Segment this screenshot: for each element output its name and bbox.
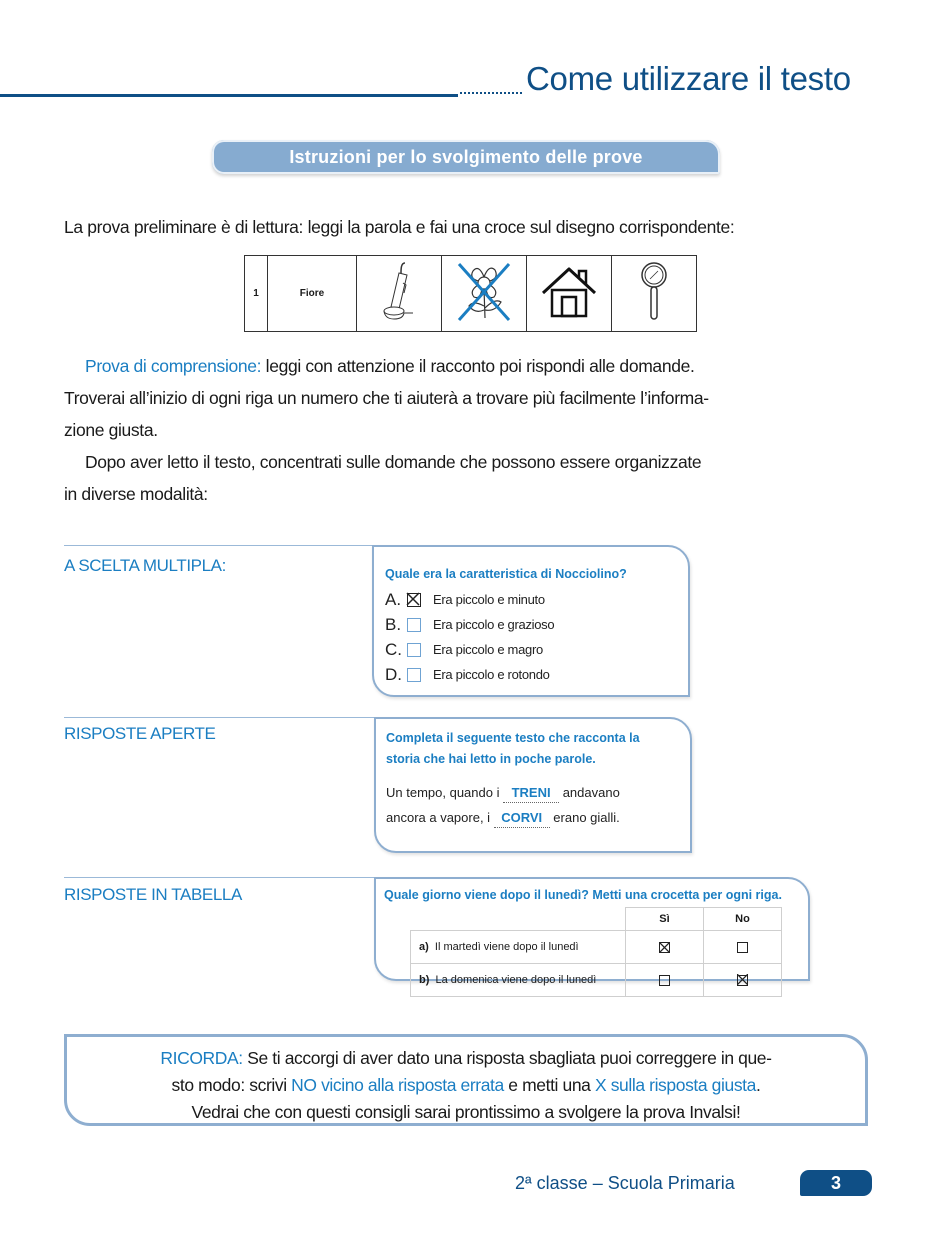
table-row: a) Il martedì viene dopo il lunedì xyxy=(411,931,782,964)
comprehension-lead: Prova di comprensione: xyxy=(85,356,262,376)
footer-text: 2ª classe – Scuola Primaria xyxy=(515,1173,735,1193)
section-divider xyxy=(64,877,374,878)
checkbox[interactable] xyxy=(659,975,670,986)
picture-cell-house[interactable] xyxy=(527,256,612,332)
word-picture-table xyxy=(244,255,697,332)
intro-text: La prova preliminare è di lettura: leggi la parola e fai una croce sul disegno corrispondente: xyxy=(64,217,735,237)
mc-option-a[interactable]: A. Era piccolo e minuto xyxy=(385,589,545,609)
flower-icon xyxy=(451,258,517,324)
answer-table xyxy=(410,907,782,997)
checkbox[interactable] xyxy=(407,618,421,632)
item-word: Fiore xyxy=(268,256,357,332)
column-header-no: No xyxy=(704,908,782,931)
open-answers-card xyxy=(374,717,692,853)
fill-in-text: Un tempo, quando i TRENI andavano ancora a vapore, i CORVI erano gialli. xyxy=(386,780,682,830)
mc-option-c[interactable]: C. Era piccolo e magro xyxy=(385,639,543,659)
blank-answer-1[interactable]: TRENI xyxy=(503,784,559,803)
mc-option-d[interactable]: D. Era piccolo e rotondo xyxy=(385,664,550,684)
magnifying-glass-icon xyxy=(634,259,674,323)
open-answers-label: RISPOSTE APERTE xyxy=(64,724,216,743)
comprehension-paragraph: Prova di comprensione: leggi con attenzione il racconto poi rispondi alle domande. Troverai all’inizio di ogni riga un numero che ti aiuterà a trovare più facilmente l’informa- zione giusta. Dopo aver letto il testo, concentrati sulle domande che possono essere organizzate in diverse modalità: xyxy=(64,356,709,504)
table-answers-card xyxy=(374,877,810,986)
header-rule xyxy=(0,94,458,97)
mc-option-b[interactable]: B. Era piccolo e grazioso xyxy=(385,614,555,634)
house-icon xyxy=(539,261,599,321)
mc-question: Quale era la caratteristica di Nocciolino? xyxy=(385,567,627,581)
blank-answer-2[interactable]: CORVI xyxy=(494,809,550,828)
checkbox-checked[interactable] xyxy=(407,593,421,607)
multiple-choice-card xyxy=(372,545,690,697)
multiple-choice-label: A SCELTA MULTIPLA: xyxy=(64,556,226,575)
table-question: Quale giorno viene dopo il lunedì? Metti una crocetta per ogni riga. xyxy=(384,888,782,902)
table-answers-label: RISPOSTE IN TABELLA xyxy=(64,885,242,904)
section-tab xyxy=(212,140,720,174)
x-mark-icon xyxy=(660,943,669,952)
column-header-si: Sì xyxy=(626,908,704,931)
ricorda-box: RICORDA: Se ti accorgi di aver dato una risposta sbagliata puoi correggere in que- sto modo: scrivi NO vicino alla risposta errata e metti una X sulla risposta giusta. Vedrai che con questi consigli sarai prontissimo a svolgere la prova Invalsi! xyxy=(64,1034,868,1126)
open-question: Completa il seguente testo che racconta la storia che hai letto in poche parole. xyxy=(386,731,640,766)
picture-cell-magnifier[interactable] xyxy=(612,256,697,332)
x-mark-icon xyxy=(406,592,420,606)
page-title: Come utilizzare il testo xyxy=(526,60,851,97)
checkbox[interactable] xyxy=(407,643,421,657)
picture-cell-flower[interactable] xyxy=(442,256,527,332)
cross-mark xyxy=(459,264,509,320)
page-number: 3 xyxy=(800,1170,872,1196)
section-tab-label: Istruzioni per lo svolgimento delle prove xyxy=(289,146,643,167)
header-dots xyxy=(460,92,522,94)
table-row: b) La domenica viene dopo il lunedì xyxy=(411,964,782,997)
item-number: 1 xyxy=(245,256,268,332)
mc-options xyxy=(385,587,554,687)
checkbox[interactable] xyxy=(407,668,421,682)
ricorda-lead: RICORDA: xyxy=(160,1048,243,1068)
section-divider xyxy=(64,545,374,546)
picture-cell-vacuum[interactable] xyxy=(357,256,442,332)
x-mark-icon xyxy=(737,974,748,985)
checkbox-checked[interactable] xyxy=(737,975,748,986)
vacuum-cleaner-icon xyxy=(379,259,419,323)
section-divider xyxy=(64,717,374,718)
checkbox-checked[interactable] xyxy=(659,942,670,953)
checkbox[interactable] xyxy=(737,942,748,953)
